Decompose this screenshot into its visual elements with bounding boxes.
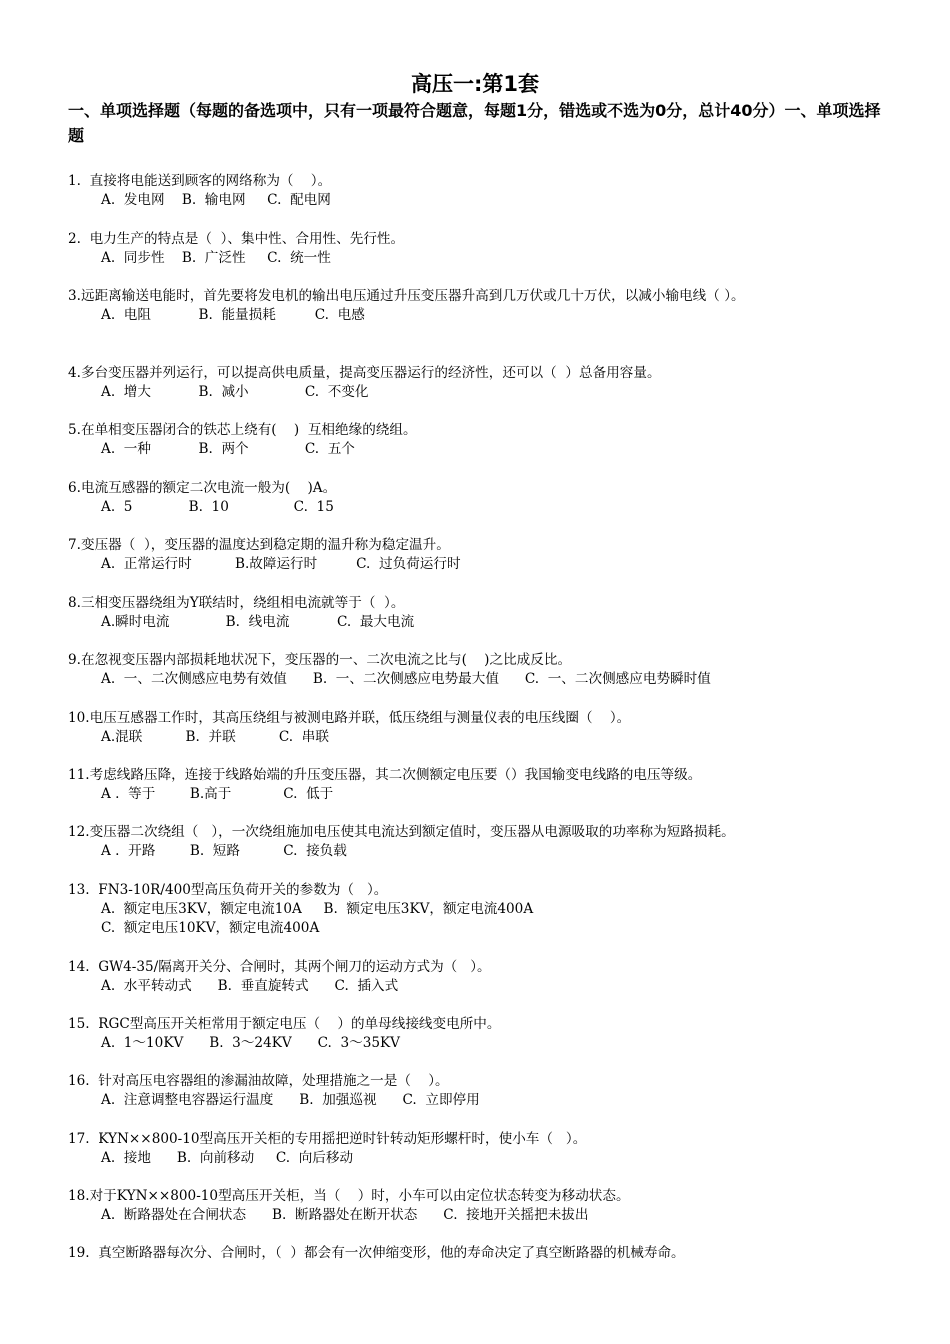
question-options: A. 注意调整电容器运行温度 B. 加强巡视 C. 立即停用 — [101, 1092, 480, 1108]
question-options: A . 等于 B.高于 C. 低于 — [101, 786, 334, 802]
question-options: C. 额定电压10KV，额定电流400A — [101, 920, 320, 936]
question-stem: 16. 针对高压电容器组的渗漏油故障，处理措施之一是（ ）。 — [68, 1073, 449, 1089]
question-options: A. 接地 B. 向前移动 C. 向后移动 — [101, 1150, 354, 1166]
document-title: 高压一:第1套 — [410, 72, 539, 96]
question-stem: 11.考虑线路压降，连接于线路始端的升压变压器，其二次侧额定电压要（）我国输变电线路的电压等级。 — [68, 767, 702, 783]
question-options: A. 正常运行时 B.故障运行时 C. 过负荷运行时 — [101, 556, 461, 572]
question-14 — [68, 958, 898, 996]
question-stem: 8.三相变压器绕组为Y联结时，绕组相电流就等于（ ）。 — [68, 595, 405, 611]
question-13 — [68, 881, 898, 938]
question-stem: 4.多台变压器并列运行，可以提高供电质量，提高变压器运行的经济性，还可以（ ）总备用容量。 — [68, 365, 661, 381]
question-17 — [68, 1130, 898, 1168]
question-stem: 9.在忽视变压器内部损耗地状况下，变压器的一、二次电流之比与( )之比成反比。 — [68, 652, 572, 668]
question-options: A. 一、二次侧感应电势有效值 B. 一、二次侧感应电势最大值 C. 一、二次侧感应电势瞬时值 — [101, 671, 711, 687]
question-9 — [68, 651, 898, 689]
question-1 — [68, 172, 898, 210]
question-options: A . 开路 B. 短路 C. 接负载 — [101, 843, 347, 859]
question-stem: 19. 真空断路器每次分、合闸时，（ ）都会有一次伸缩变形，他的寿命决定了真空断路器的机械寿命。 — [68, 1245, 685, 1261]
question-18 — [68, 1187, 898, 1225]
question-options: A. 同步性 B. 广泛性 C. 统一性 — [101, 250, 331, 266]
question-options: A. 一种 B. 两个 C. 五个 — [101, 441, 355, 457]
question-5 — [68, 421, 898, 459]
question-stem: 13. FN3-10R/400型高压负荷开关的参数为（ ）。 — [68, 882, 388, 898]
question-4 — [68, 364, 898, 402]
question-options: A.混联 B. 并联 C. 串联 — [101, 729, 329, 745]
question-options: A. 增大 B. 减小 C. 不变化 — [101, 384, 369, 400]
question-stem: 7.变压器（ ），变压器的温度达到稳定期的温升称为稳定温升。 — [68, 537, 450, 553]
question-options: A. 额定电压3KV，额定电流10A B. 额定电压3KV，额定电流400A — [101, 901, 534, 917]
question-2 — [68, 230, 898, 268]
question-stem: 17. KYN××800-10型高压开关柜的专用摇把逆时针转动矩形螺杆时，使小车（ ）。 — [68, 1131, 587, 1147]
question-12 — [68, 823, 898, 861]
question-options: A. 断路器处在合闸状态 B. 断路器处在断开状态 C. 接地开关摇把未拔出 — [101, 1207, 589, 1223]
question-10 — [68, 709, 898, 747]
question-options: A. 电阻 B. 能量损耗 C. 电感 — [101, 307, 365, 323]
question-options: A. 1～10KV B. 3～24KV C. 3～35KV — [101, 1035, 401, 1051]
question-stem: 3.远距离输送电能时，首先要将发电机的输出电压通过升压变压器升高到几万伏或几十万伏，以减小输电线（ ）。 — [68, 288, 745, 304]
question-stem: 5.在单相变压器闭合的铁芯上绕有( ) 互相绝缘的绕组。 — [68, 422, 417, 438]
question-options: A. 发电网 B. 输电网 C. 配电网 — [101, 192, 331, 208]
question-8 — [68, 594, 898, 632]
question-stem: 2. 电力生产的特点是（ ）、集中性、合用性、先行性。 — [68, 231, 405, 247]
question-6 — [68, 479, 898, 517]
question-15 — [68, 1015, 898, 1053]
question-16 — [68, 1072, 898, 1110]
section-heading: 一、单项选择题（每题的备选项中，只有一项最符合题意，每题1分，错选或不选为0分，总计40分）一、单项选择题 — [68, 101, 881, 145]
question-stem: 6.电流互感器的额定二次电流一般为( )A。 — [68, 480, 337, 496]
question-stem: 12.变压器二次绕组（ ），一次绕组施加电压使其电流达到额定值时，变压器从电源吸取的功率称为短路损耗。 — [68, 824, 735, 840]
question-stem: 15. RGC型高压开关柜常用于额定电压（ ）的单母线接线变电所中。 — [68, 1016, 501, 1032]
question-3 — [68, 287, 898, 325]
question-options: A.瞬时电流 B. 线电流 C. 最大电流 — [101, 614, 415, 630]
question-options: A. 5 B. 10 C. 15 — [101, 499, 334, 515]
question-19 — [68, 1244, 898, 1263]
question-options: A. 水平转动式 B. 垂直旋转式 C. 插入式 — [101, 978, 399, 994]
question-7 — [68, 536, 898, 574]
question-stem: 18.对于KYN××800-10型高压开关柜，当（ ）时，小车可以由定位状态转变为移动状态。 — [68, 1188, 630, 1204]
question-stem: 10.电压互感器工作时，其高压绕组与被测电路并联，低压绕组与测量仪表的电压线圈（ ）。 — [68, 710, 631, 726]
question-11 — [68, 766, 898, 804]
question-stem: 1. 直接将电能送到顾客的网络称为（ ）。 — [68, 173, 332, 189]
question-stem: 14. GW4-35/隔离开关分、合闸时，其两个闸刀的运动方式为（ ）。 — [68, 959, 491, 975]
